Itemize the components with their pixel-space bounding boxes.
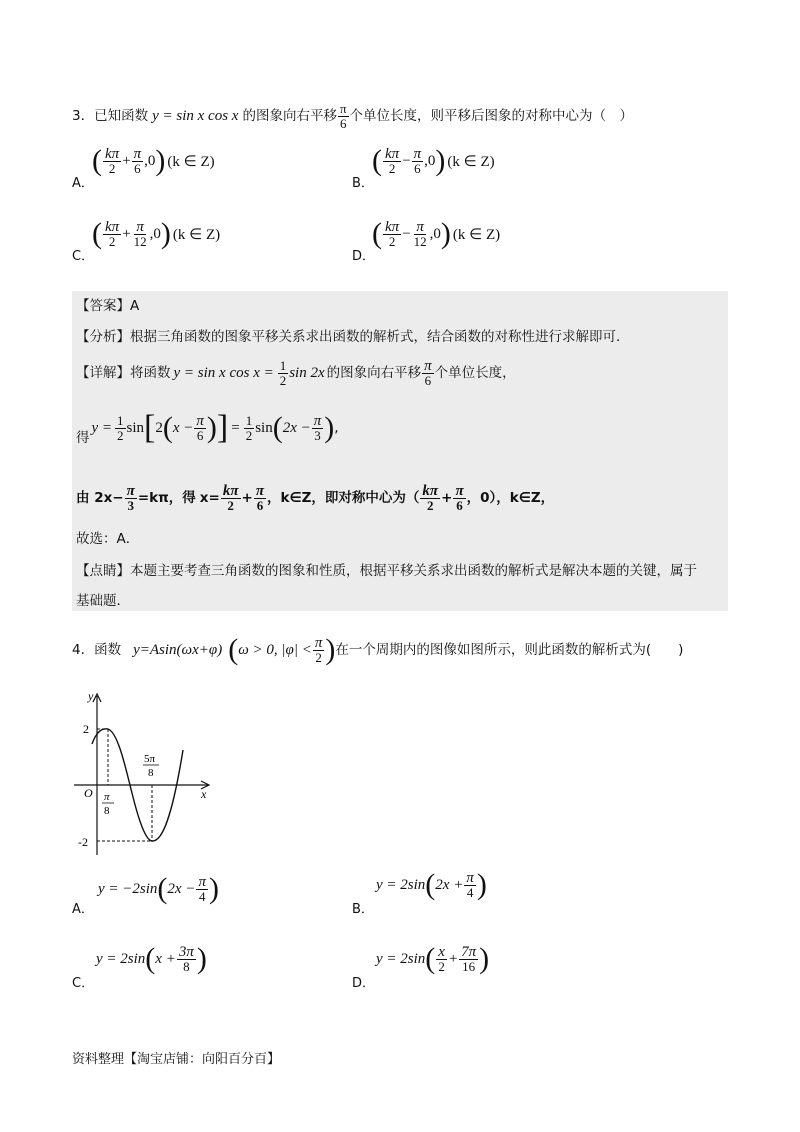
option-frac2: $\frac{\pi}{6}$	[133, 145, 142, 176]
q4-number: 4．	[72, 642, 95, 658]
option-frac: $\frac{k\pi}{2}$	[105, 145, 120, 176]
option-frac: $\frac{\pi}{4}$	[466, 869, 474, 900]
tick-pi8-num: π	[104, 791, 110, 803]
detail-function: y = sin x cos x =	[173, 365, 274, 381]
option-letter: B．	[352, 902, 374, 917]
eq-pi6: $\frac{\pi}{6}$	[196, 412, 204, 443]
eq-end: ,	[334, 420, 339, 436]
answer-label: 【答案】A	[76, 298, 140, 314]
x-axis-label: x	[201, 787, 207, 801]
q3-stem-b: 的图象向右平移	[242, 108, 337, 124]
tick-pi8-den: 8	[104, 805, 110, 817]
option-expression: y = 2sin ( x + $\frac{3\pi}{8}$ )	[96, 942, 207, 975]
origin-label: O	[84, 786, 93, 800]
detail-half-frac: $\frac{1}{2}$	[279, 357, 287, 388]
analysis-text: 【分析】根据三角函数的图象平移关系求出函数的解析式，结合函数的对称性进行求解即可．	[76, 329, 630, 345]
option-frac: $\frac{3\pi}{8}$	[178, 943, 194, 974]
tick-neg2-label: -2	[78, 835, 88, 849]
option-letter: D．	[352, 976, 376, 991]
option-condition: (k ∈ Z)	[447, 153, 495, 170]
from-pi3: $\frac{\pi}{3}$	[126, 482, 135, 513]
derived-equation: 得 y = $\frac{1}{2}$ sin [ 2 ( x − $\frac{\pi}{6}$ ) ] = $\frac{1}{2}$ sin ( 2x − $\frac{\pi}{3}$ ) ,	[76, 409, 339, 446]
option-tail: ,0	[424, 152, 436, 169]
option-tail: ,0	[429, 225, 441, 242]
q4-stem: 4． 函数 y=Asin(ωx+φ) ( ω > 0, |φ| < $\frac{\pi}{2}$ ) 在一个周期内的图像如图所示，则此函数的解析式为( )	[72, 633, 684, 666]
option-letter: D．	[352, 249, 376, 264]
option-expression: ( $\frac{k\pi}{2}$ + $\frac{\pi}{12}$ ,0 ) (k ∈ Z)	[92, 217, 221, 250]
option-frac2: $\frac{\pi}{12}$	[133, 218, 147, 249]
option-letter: B．	[352, 176, 374, 191]
option-sign: −	[402, 152, 411, 169]
option-inner: x +	[155, 950, 176, 967]
from-plus: +	[241, 490, 253, 506]
tick-5pi8-num: 5π	[144, 753, 156, 765]
q3-stem	[72, 101, 633, 131]
eq-sin-b: sin	[255, 420, 273, 436]
footer-text: 资料整理【淘宝店铺：向阳百分百】	[72, 1052, 281, 1067]
option-prefix: y = −2sin	[98, 880, 158, 897]
eq-inner-c: 2x −	[282, 420, 311, 436]
eq-inner-a: 2	[155, 420, 163, 436]
option-frac: $\frac{7\pi}{16}$	[461, 943, 477, 974]
q3-stem-a: 已知函数	[94, 108, 149, 124]
option-sign: +	[122, 152, 131, 169]
symmetry-line: 由 2x− $\frac{\pi}{3}$ =kπ，得 x= $\frac{k\pi}{2}$ + $\frac{\pi}{6}$ ，k∈Z，即对称中心为（ $\frac{k\pi}{2}$ + $\frac{\pi}{6}$ ，0），k∈Z，	[76, 482, 555, 513]
center-pi6: $\frac{\pi}{6}$	[455, 482, 464, 513]
tick-5pi8-den: 8	[148, 767, 154, 779]
comment-line-2: 基础题．	[76, 593, 130, 609]
from-kpi2: $\frac{k\pi}{2}$	[222, 482, 239, 513]
eq-sin-a: sin	[126, 420, 145, 436]
q4-stem-b: 在一个周期内的图像如图所示，则此函数的解析式为( )	[335, 642, 684, 658]
q3-function: y = sin x cos x	[152, 108, 239, 124]
q3-stem-c: 个单位长度，则平移后图象的对称中心为（ ）	[349, 108, 634, 124]
option-frac: $\frac{k\pi}{2}$	[105, 218, 120, 249]
eq-half-b: $\frac{1}{2}$	[245, 412, 253, 443]
from-c: ，k∈Z，即对称中心为（	[267, 490, 420, 506]
q4-condition: ω > 0, |φ| <	[238, 642, 312, 658]
sine-graph	[70, 690, 220, 860]
option-expression: ( $\frac{k\pi}{2}$ − $\frac{\pi}{6}$ ,0 ) (k ∈ Z)	[372, 144, 495, 177]
detail-label: 【详解】将函数	[76, 365, 171, 381]
option-inner: 2x +	[435, 876, 464, 893]
option-inner: 2x −	[167, 880, 196, 897]
detail-line	[76, 356, 516, 390]
option-frac: $\frac{\pi}{4}$	[198, 873, 206, 904]
option-condition: (k ∈ Z)	[452, 226, 501, 243]
option-expression: ( $\frac{k\pi}{2}$ + $\frac{\pi}{6}$ ,0 ) (k ∈ Z)	[92, 144, 215, 177]
option-tail: ,0	[144, 152, 156, 169]
from-pi6: $\frac{\pi}{6}$	[255, 482, 265, 513]
q4-function: y=Asin(ωx+φ)	[133, 642, 223, 658]
option-expression: ( $\frac{k\pi}{2}$ − $\frac{\pi}{12}$ ,0 ) (k ∈ Z)	[372, 217, 501, 250]
from-d: ，0），k∈Z，	[466, 490, 555, 506]
option-condition: (k ∈ Z)	[167, 153, 215, 170]
option-frac2: $\frac{\pi}{12}$	[413, 218, 427, 249]
eq-y: y =	[91, 420, 113, 436]
option-expression: y = 2sin ( 2x + $\frac{\pi}{4}$ )	[376, 868, 487, 901]
detail-mid: 的图象向右平移	[326, 365, 422, 381]
option-letter: A．	[72, 176, 94, 191]
option-prefix: y = 2sin	[376, 950, 426, 967]
y-axis-label: y	[88, 690, 94, 703]
from-a: 由 2x−	[76, 490, 124, 506]
q3-number: 3．	[72, 108, 95, 124]
detail-end: 个单位长度，	[434, 365, 516, 381]
option-expression: y = −2sin ( 2x − $\frac{\pi}{4}$ )	[98, 872, 219, 905]
option-letter: A．	[72, 902, 94, 917]
option-frac: $\frac{k\pi}{2}$	[385, 145, 400, 176]
option-letter: C．	[72, 976, 95, 991]
eq-half-a: $\frac{1}{2}$	[117, 412, 124, 443]
q3-shift-fraction: $\frac{\pi}{6}$	[339, 100, 347, 131]
option-inner-frac: $\frac{x}{2}$	[438, 943, 445, 974]
option-prefix: y = 2sin	[96, 950, 146, 967]
eq-pi3: $\frac{\pi}{3}$	[313, 412, 322, 443]
q4-cond-frac: $\frac{\pi}{2}$	[314, 634, 323, 665]
option-frac: $\frac{k\pi}{2}$	[385, 218, 400, 249]
option-frac2: $\frac{\pi}{6}$	[413, 145, 422, 176]
center-kpi2: $\frac{k\pi}{2}$	[422, 482, 439, 513]
from-x: x=	[199, 490, 220, 506]
option-inner: +	[447, 950, 459, 967]
option-letter: C．	[72, 249, 95, 264]
option-expression: y = 2sin ( $\frac{x}{2}$ + $\frac{7\pi}{16}$ )	[376, 942, 490, 975]
option-sign: −	[402, 225, 411, 242]
option-sign: +	[122, 225, 131, 242]
detail-shift-frac: $\frac{\pi}{6}$	[424, 357, 432, 388]
comment-line-1: 【点睛】本题主要考查三角函数的图象和性质，根据平移关系求出函数的解析式是解决本题的关键，属于	[76, 563, 697, 579]
de-char: 得	[76, 430, 90, 446]
eq-equals: =	[231, 420, 240, 436]
option-tail: ,0	[149, 225, 161, 242]
tick-2-label: 2	[83, 722, 89, 736]
detail-sin2x: sin 2x	[289, 365, 325, 381]
option-condition: (k ∈ Z)	[172, 226, 221, 243]
eq-inner-b: x −	[172, 420, 194, 436]
from-b: =kπ，得	[137, 490, 196, 506]
q4-stem-a: 函数	[94, 642, 122, 658]
choose-text: 故选：A．	[76, 531, 140, 547]
option-prefix: y = 2sin	[376, 876, 426, 893]
